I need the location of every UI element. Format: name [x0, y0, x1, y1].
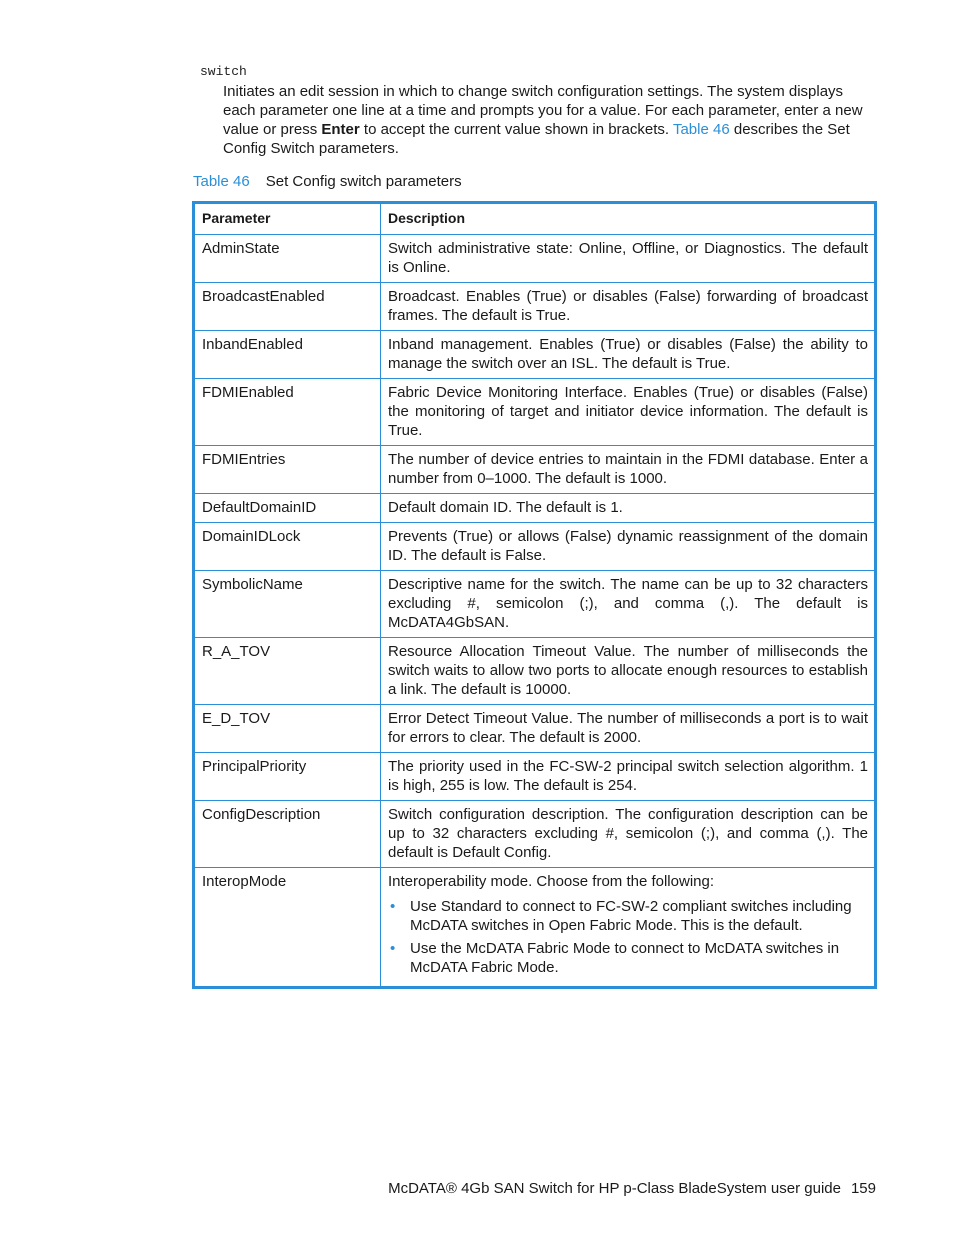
header-description: Description — [381, 203, 876, 235]
intro-text-2: to accept the current value shown in brackets. — [359, 121, 673, 138]
table-row — [194, 331, 876, 379]
option-text: Use the McDATA Fabric Mode to connect to McDATA switches in McDATA Fabric Mode. — [410, 940, 840, 976]
table-row — [194, 801, 876, 868]
param-name: PrincipalPriority — [194, 753, 381, 801]
command-name: switch — [200, 64, 247, 79]
table-row — [194, 494, 876, 523]
table-header-row — [194, 203, 876, 235]
table-row — [194, 571, 876, 638]
table-row — [194, 753, 876, 801]
param-description: Prevents (True) or allows (False) dynamic reassignment of the domain ID. The default is False. — [381, 523, 876, 571]
param-description: Inband management. Enables (True) or disables (False) the ability to manage the switch over an ISL. The default is True. — [381, 331, 876, 379]
param-description: Resource Allocation Timeout Value. The number of milliseconds the switch waits to allow two ports to allocate enough resources to establish a link. The default is 10000. — [381, 638, 876, 705]
param-name: BroadcastEnabled — [194, 283, 381, 331]
param-description: Fabric Device Monitoring Interface. Enables (True) or disables (False) the monitoring of target and initiator device information. The default is True. — [381, 379, 876, 446]
intro-paragraph — [223, 82, 873, 158]
page-footer — [388, 1180, 876, 1197]
param-description-cell — [381, 868, 876, 988]
param-description: Descriptive name for the switch. The name can be up to 32 characters excluding #, semicolon (;), and comma (,). The default is McDATA4GbSAN. — [381, 571, 876, 638]
param-description: Broadcast. Enables (True) or disables (False) forwarding of broadcast frames. The default is True. — [381, 283, 876, 331]
table-row — [194, 523, 876, 571]
param-description: The number of device entries to maintain in the FDMI database. Enter a number from 0–1000. The default is 1000. — [381, 446, 876, 494]
interop-options-list — [388, 897, 868, 977]
bullet-icon: • — [390, 940, 396, 957]
param-name: FDMIEnabled — [194, 379, 381, 446]
param-name: DomainIDLock — [194, 523, 381, 571]
bullet-icon: • — [390, 898, 396, 915]
footer-title: McDATA® 4Gb SAN Switch for HP p-Class BladeSystem user guide — [388, 1180, 841, 1197]
param-description: Switch configuration description. The configuration description can be up to 32 characters excluding #, semicolon (;), and comma (,). The default is Default Config. — [381, 801, 876, 868]
table-row — [194, 379, 876, 446]
enter-key-label: Enter — [321, 121, 360, 138]
intro-text-1: Initiates an edit session in which to change switch configuration settings. The system displays each parameter one line at a time and prompts you for a value. For each parameter, enter a new value or press — [223, 83, 863, 138]
table-row — [194, 446, 876, 494]
table-row — [194, 705, 876, 753]
param-description: Interoperability mode. Choose from the following: — [388, 873, 715, 890]
param-name: InteropMode — [194, 868, 381, 988]
param-name: AdminState — [194, 235, 381, 283]
table-row — [194, 868, 876, 988]
table-caption-number: Table 46 — [193, 173, 250, 190]
intro-text-3: describes the Set Config Switch parameters. — [223, 121, 850, 157]
list-item — [388, 897, 868, 935]
table-row — [194, 235, 876, 283]
param-name: ConfigDescription — [194, 801, 381, 868]
param-name: SymbolicName — [194, 571, 381, 638]
param-description: Default domain ID. The default is 1. — [381, 494, 876, 523]
header-parameter: Parameter — [194, 203, 381, 235]
parameters-table — [192, 201, 877, 989]
table-caption-title: Set Config switch parameters — [265, 173, 462, 190]
table-46-link[interactable]: Table 46 — [672, 121, 730, 138]
param-name: FDMIEntries — [194, 446, 381, 494]
table-row — [194, 283, 876, 331]
param-name: R_A_TOV — [194, 638, 381, 705]
param-name: E_D_TOV — [194, 705, 381, 753]
table-row — [194, 638, 876, 705]
table-caption — [193, 173, 462, 190]
param-description: The priority used in the FC-SW-2 principal switch selection algorithm. 1 is high, 255 is low. The default is 254. — [381, 753, 876, 801]
list-item — [388, 939, 868, 977]
param-description: Switch administrative state: Online, Offline, or Diagnostics. The default is Online. — [381, 235, 876, 283]
param-name: InbandEnabled — [194, 331, 381, 379]
param-description: Error Detect Timeout Value. The number of milliseconds a port is to wait for errors to clear. The default is 2000. — [381, 705, 876, 753]
param-name: DefaultDomainID — [194, 494, 381, 523]
page-number: 159 — [850, 1180, 876, 1197]
option-text: Use Standard to connect to FC-SW-2 compliant switches including McDATA switches in Open Fabric Mode. This is the default. — [410, 898, 852, 934]
